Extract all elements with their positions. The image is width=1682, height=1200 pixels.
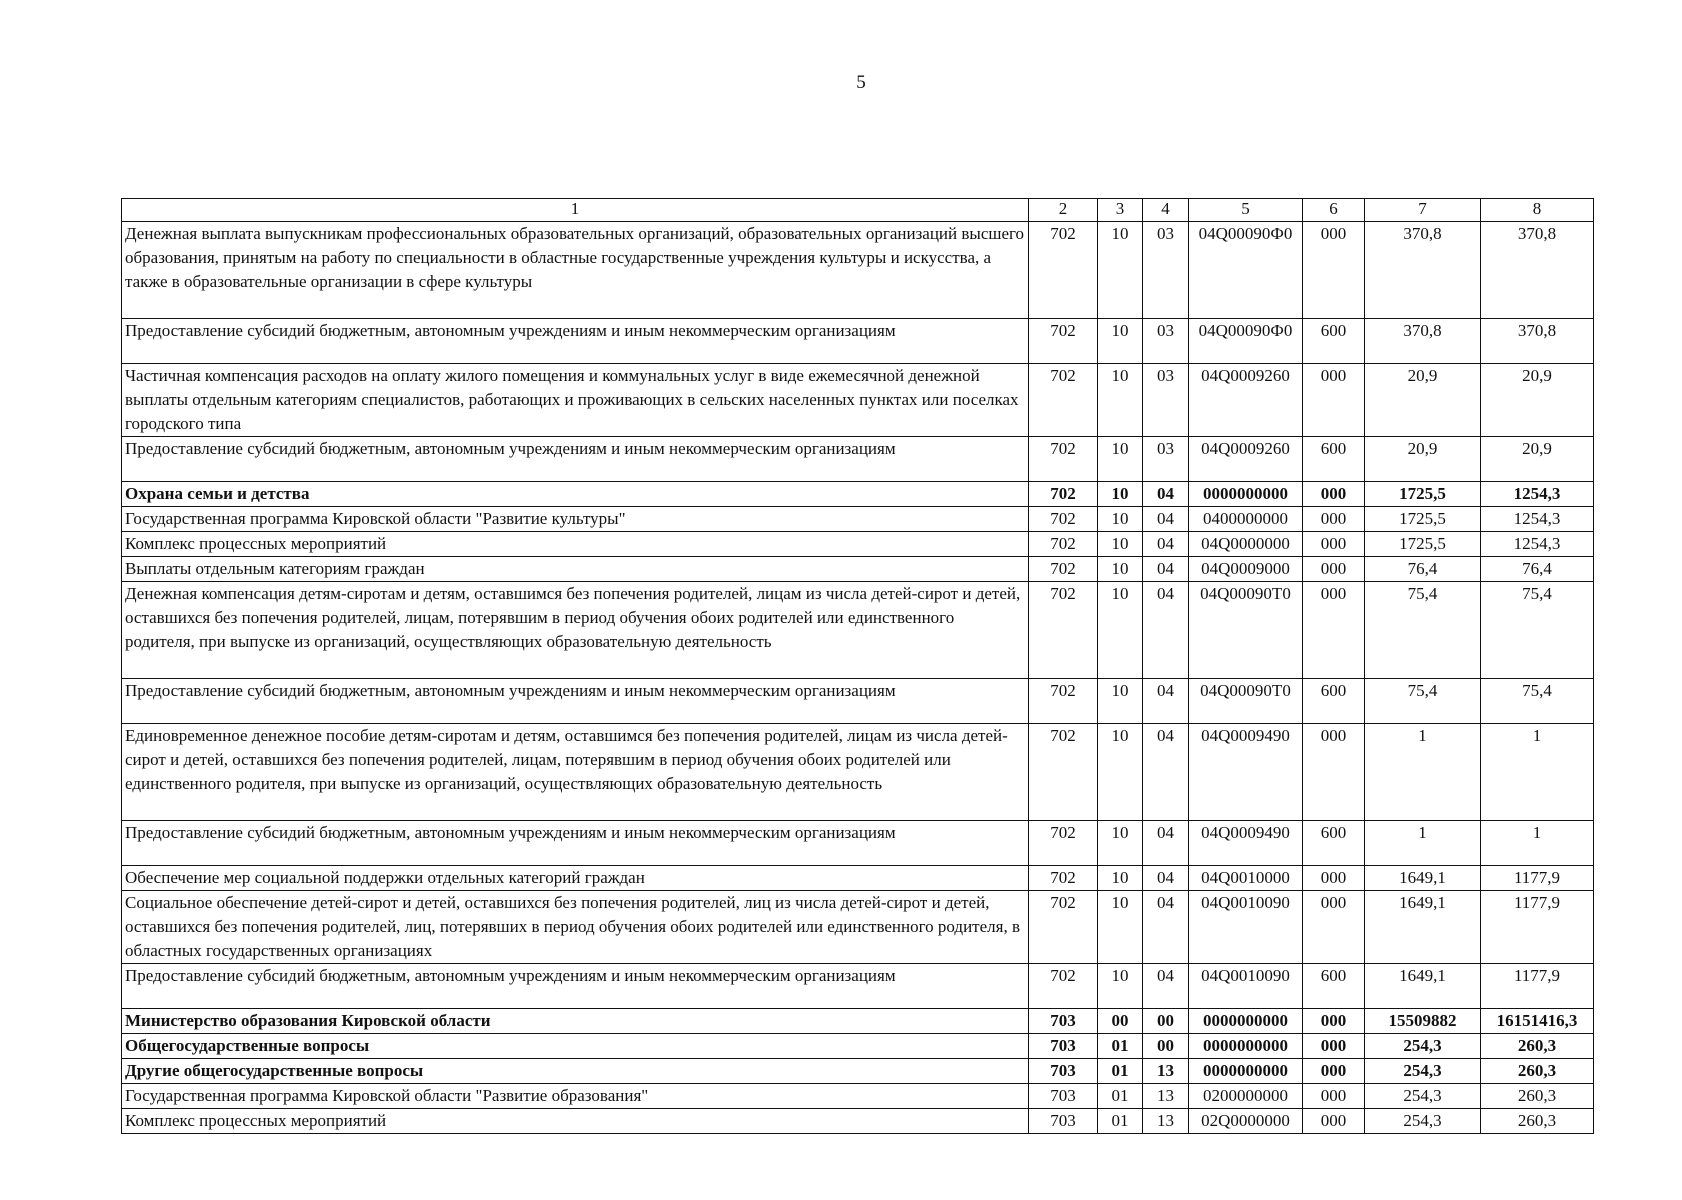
- row-target-article: 0000000000: [1189, 1059, 1303, 1084]
- row-expense-type: 600: [1303, 679, 1365, 724]
- table-row: [122, 582, 1594, 679]
- row-name: Денежная компенсация детям-сиротам и детям, оставшимся без попечения родителей, лицам из числа детей-сирот и детей, оставшихся без попечения родителей, лицам, потерявшим в период обучения обоих родителей или единственного родителя, при выпуске из организаций, осуществляющих образовательную деятельность: [122, 582, 1029, 679]
- row-expense-type: 600: [1303, 964, 1365, 1009]
- row-amount-year-2: 260,3: [1481, 1034, 1594, 1059]
- row-subsection-code: 04: [1143, 866, 1189, 891]
- row-subsection-code: 04: [1143, 532, 1189, 557]
- row-subsection-code: 04: [1143, 964, 1189, 1009]
- row-target-article: 0400000000: [1189, 507, 1303, 532]
- row-name: Другие общегосударственные вопросы: [122, 1059, 1029, 1084]
- row-target-article: 04Q0009260: [1189, 364, 1303, 437]
- row-amount-year-1: 1725,5: [1365, 482, 1481, 507]
- row-name: Комплекс процессных мероприятий: [122, 532, 1029, 557]
- row-section-code: 10: [1098, 582, 1143, 679]
- table-row: [122, 821, 1594, 866]
- row-subsection-code: 04: [1143, 482, 1189, 507]
- row-amount-year-2: 20,9: [1481, 437, 1594, 482]
- row-expense-type: 600: [1303, 319, 1365, 364]
- table-row: [122, 557, 1594, 582]
- row-subsection-code: 03: [1143, 437, 1189, 482]
- row-expense-type: 000: [1303, 557, 1365, 582]
- row-subsection-code: 03: [1143, 319, 1189, 364]
- row-section-code: 10: [1098, 222, 1143, 319]
- row-name: Социальное обеспечение детей-сирот и детей, оставшихся без попечения родителей, лиц из числа детей-сирот и детей, оставшихся без попечения родителей, лиц, потерявших в период обучения обоих родителей или единственного родителя, в областных государственных организациях: [122, 891, 1029, 964]
- row-target-article: 04Q00090Т0: [1189, 582, 1303, 679]
- row-ministry-code: 702: [1029, 724, 1098, 821]
- row-name: Министерство образования Кировской области: [122, 1009, 1029, 1034]
- row-amount-year-2: 260,3: [1481, 1109, 1594, 1134]
- row-amount-year-1: 1649,1: [1365, 964, 1481, 1009]
- row-amount-year-2: 260,3: [1481, 1059, 1594, 1084]
- row-target-article: 0000000000: [1189, 482, 1303, 507]
- table-row: [122, 1084, 1594, 1109]
- row-section-code: 10: [1098, 821, 1143, 866]
- header-col-2: 2: [1029, 199, 1098, 222]
- row-expense-type: 000: [1303, 222, 1365, 319]
- row-subsection-code: 04: [1143, 679, 1189, 724]
- row-ministry-code: 703: [1029, 1084, 1098, 1109]
- row-expense-type: 000: [1303, 364, 1365, 437]
- row-expense-type: 000: [1303, 1109, 1365, 1134]
- row-amount-year-1: 1: [1365, 724, 1481, 821]
- row-ministry-code: 702: [1029, 891, 1098, 964]
- row-subsection-code: 13: [1143, 1084, 1189, 1109]
- row-subsection-code: 04: [1143, 821, 1189, 866]
- row-subsection-code: 13: [1143, 1059, 1189, 1084]
- row-ministry-code: 702: [1029, 532, 1098, 557]
- row-target-article: 04Q0009490: [1189, 821, 1303, 866]
- row-subsection-code: 04: [1143, 582, 1189, 679]
- row-amount-year-1: 1725,5: [1365, 507, 1481, 532]
- row-amount-year-2: 1177,9: [1481, 891, 1594, 964]
- row-subsection-code: 04: [1143, 891, 1189, 964]
- row-amount-year-1: 254,3: [1365, 1109, 1481, 1134]
- row-amount-year-2: 260,3: [1481, 1084, 1594, 1109]
- row-amount-year-1: 1: [1365, 821, 1481, 866]
- row-expense-type: 000: [1303, 582, 1365, 679]
- row-ministry-code: 702: [1029, 582, 1098, 679]
- row-amount-year-1: 1649,1: [1365, 891, 1481, 964]
- row-target-article: 04Q0000000: [1189, 532, 1303, 557]
- header-col-7: 7: [1365, 199, 1481, 222]
- budget-table: [121, 198, 1594, 1134]
- row-amount-year-1: 76,4: [1365, 557, 1481, 582]
- row-subsection-code: 04: [1143, 557, 1189, 582]
- row-target-article: 02Q0000000: [1189, 1109, 1303, 1134]
- table-row: [122, 222, 1594, 319]
- row-subsection-code: 04: [1143, 724, 1189, 821]
- row-ministry-code: 702: [1029, 866, 1098, 891]
- table-row: [122, 1109, 1594, 1134]
- row-amount-year-1: 254,3: [1365, 1059, 1481, 1084]
- row-amount-year-2: 370,8: [1481, 222, 1594, 319]
- row-subsection-code: 03: [1143, 222, 1189, 319]
- row-subsection-code: 00: [1143, 1034, 1189, 1059]
- row-expense-type: 000: [1303, 532, 1365, 557]
- header-col-5: 5: [1189, 199, 1303, 222]
- table-row: [122, 364, 1594, 437]
- row-ministry-code: 702: [1029, 821, 1098, 866]
- row-ministry-code: 703: [1029, 1059, 1098, 1084]
- row-section-code: 10: [1098, 507, 1143, 532]
- row-name: Общегосударственные вопросы: [122, 1034, 1029, 1059]
- row-section-code: 10: [1098, 482, 1143, 507]
- table-row: [122, 532, 1594, 557]
- row-amount-year-2: 1177,9: [1481, 866, 1594, 891]
- row-expense-type: 000: [1303, 482, 1365, 507]
- table-row: [122, 1034, 1594, 1059]
- row-amount-year-2: 1254,3: [1481, 482, 1594, 507]
- row-ministry-code: 702: [1029, 557, 1098, 582]
- table-row: [122, 724, 1594, 821]
- row-section-code: 01: [1098, 1059, 1143, 1084]
- row-amount-year-1: 20,9: [1365, 437, 1481, 482]
- row-name: Единовременное денежное пособие детям-сиротам и детям, оставшимся без попечения родителей, лицам из числа детей-сирот и детей, оставшихся без попечения родителей, лицам, потерявшим в период обучения обоих родителей или единственного родителя, при выпуске из организаций, осуществляющих образовательную деятельность: [122, 724, 1029, 821]
- row-name: Предоставление субсидий бюджетным, автономным учреждениям и иным некоммерческим организациям: [122, 437, 1029, 482]
- row-name: Обеспечение мер социальной поддержки отдельных категорий граждан: [122, 866, 1029, 891]
- row-expense-type: 000: [1303, 1009, 1365, 1034]
- row-expense-type: 000: [1303, 507, 1365, 532]
- row-amount-year-1: 1725,5: [1365, 532, 1481, 557]
- table-row: [122, 891, 1594, 964]
- row-expense-type: 600: [1303, 437, 1365, 482]
- row-target-article: 04Q00090Т0: [1189, 679, 1303, 724]
- row-amount-year-1: 254,3: [1365, 1034, 1481, 1059]
- row-section-code: 01: [1098, 1034, 1143, 1059]
- row-section-code: 10: [1098, 319, 1143, 364]
- row-expense-type: 000: [1303, 891, 1365, 964]
- row-expense-type: 000: [1303, 1084, 1365, 1109]
- row-target-article: 0200000000: [1189, 1084, 1303, 1109]
- row-amount-year-1: 1649,1: [1365, 866, 1481, 891]
- row-section-code: 10: [1098, 891, 1143, 964]
- row-name: Комплекс процессных мероприятий: [122, 1109, 1029, 1134]
- table-row: [122, 964, 1594, 1009]
- row-amount-year-2: 75,4: [1481, 582, 1594, 679]
- row-section-code: 10: [1098, 557, 1143, 582]
- row-target-article: 04Q00090Ф0: [1189, 222, 1303, 319]
- row-name: Частичная компенсация расходов на оплату жилого помещения и коммунальных услуг в виде ежемесячной денежной выплаты отдельным категориям специалистов, работающих и проживающих в сельских населенных пунктах или поселках городского типа: [122, 364, 1029, 437]
- row-ministry-code: 702: [1029, 482, 1098, 507]
- row-section-code: 01: [1098, 1109, 1143, 1134]
- row-expense-type: 000: [1303, 1059, 1365, 1084]
- row-subsection-code: 04: [1143, 507, 1189, 532]
- row-ministry-code: 702: [1029, 222, 1098, 319]
- row-target-article: 0000000000: [1189, 1034, 1303, 1059]
- row-target-article: 04Q0009000: [1189, 557, 1303, 582]
- row-name: Охрана семьи и детства: [122, 482, 1029, 507]
- row-subsection-code: 13: [1143, 1109, 1189, 1134]
- row-amount-year-1: 75,4: [1365, 679, 1481, 724]
- row-subsection-code: 03: [1143, 364, 1189, 437]
- row-ministry-code: 702: [1029, 319, 1098, 364]
- row-section-code: 10: [1098, 437, 1143, 482]
- row-amount-year-2: 1: [1481, 724, 1594, 821]
- row-section-code: 10: [1098, 866, 1143, 891]
- row-name: Государственная программа Кировской области "Развитие образования": [122, 1084, 1029, 1109]
- row-ministry-code: 702: [1029, 964, 1098, 1009]
- row-name: Предоставление субсидий бюджетным, автономным учреждениям и иным некоммерческим организациям: [122, 964, 1029, 1009]
- row-name: Предоставление субсидий бюджетным, автономным учреждениям и иным некоммерческим организациям: [122, 679, 1029, 724]
- row-ministry-code: 703: [1029, 1034, 1098, 1059]
- row-section-code: 10: [1098, 532, 1143, 557]
- row-ministry-code: 703: [1029, 1009, 1098, 1034]
- row-section-code: 10: [1098, 364, 1143, 437]
- row-section-code: 10: [1098, 679, 1143, 724]
- row-amount-year-2: 16151416,3: [1481, 1009, 1594, 1034]
- row-amount-year-1: 15509882: [1365, 1009, 1481, 1034]
- row-amount-year-2: 1: [1481, 821, 1594, 866]
- row-amount-year-1: 75,4: [1365, 582, 1481, 679]
- row-amount-year-2: 76,4: [1481, 557, 1594, 582]
- page-number: 5: [856, 72, 866, 93]
- row-target-article: 04Q0010090: [1189, 891, 1303, 964]
- header-col-4: 4: [1143, 199, 1189, 222]
- row-name: Денежная выплата выпускникам профессиональных образовательных организаций, образовательных организаций высшего образования, принятым на работу по специальности в областные государственные учреждения культуры и искусства, а также в образовательные организации в сфере культуры: [122, 222, 1029, 319]
- row-ministry-code: 702: [1029, 364, 1098, 437]
- row-target-article: 04Q00090Ф0: [1189, 319, 1303, 364]
- row-amount-year-1: 370,8: [1365, 319, 1481, 364]
- table-row: [122, 482, 1594, 507]
- row-amount-year-2: 75,4: [1481, 679, 1594, 724]
- table-header-row: [122, 199, 1594, 222]
- row-amount-year-1: 20,9: [1365, 364, 1481, 437]
- table-row: [122, 679, 1594, 724]
- row-expense-type: 600: [1303, 821, 1365, 866]
- table-body: [122, 222, 1594, 1134]
- row-ministry-code: 703: [1029, 1109, 1098, 1134]
- row-target-article: 04Q0010000: [1189, 866, 1303, 891]
- table-row: [122, 1059, 1594, 1084]
- row-section-code: 10: [1098, 724, 1143, 821]
- row-expense-type: 000: [1303, 1034, 1365, 1059]
- row-section-code: 01: [1098, 1084, 1143, 1109]
- row-section-code: 10: [1098, 964, 1143, 1009]
- row-name: Выплаты отдельным категориям граждан: [122, 557, 1029, 582]
- row-amount-year-2: 1177,9: [1481, 964, 1594, 1009]
- row-amount-year-1: 370,8: [1365, 222, 1481, 319]
- table-row: [122, 437, 1594, 482]
- row-amount-year-2: 1254,3: [1481, 532, 1594, 557]
- header-col-3: 3: [1098, 199, 1143, 222]
- row-amount-year-2: 1254,3: [1481, 507, 1594, 532]
- table-row: [122, 866, 1594, 891]
- row-subsection-code: 00: [1143, 1009, 1189, 1034]
- row-expense-type: 000: [1303, 724, 1365, 821]
- row-ministry-code: 702: [1029, 437, 1098, 482]
- row-expense-type: 000: [1303, 866, 1365, 891]
- row-section-code: 00: [1098, 1009, 1143, 1034]
- header-col-1: 1: [122, 199, 1029, 222]
- row-name: Предоставление субсидий бюджетным, автономным учреждениям и иным некоммерческим организациям: [122, 821, 1029, 866]
- row-target-article: 04Q0010090: [1189, 964, 1303, 1009]
- row-target-article: 04Q0009260: [1189, 437, 1303, 482]
- header-col-8: 8: [1481, 199, 1594, 222]
- header-col-6: 6: [1303, 199, 1365, 222]
- row-amount-year-2: 20,9: [1481, 364, 1594, 437]
- table-row: [122, 319, 1594, 364]
- row-target-article: 04Q0009490: [1189, 724, 1303, 821]
- table-row: [122, 1009, 1594, 1034]
- row-target-article: 0000000000: [1189, 1009, 1303, 1034]
- row-amount-year-1: 254,3: [1365, 1084, 1481, 1109]
- row-ministry-code: 702: [1029, 507, 1098, 532]
- table-row: [122, 507, 1594, 532]
- row-name: Предоставление субсидий бюджетным, автономным учреждениям и иным некоммерческим организациям: [122, 319, 1029, 364]
- row-name: Государственная программа Кировской области "Развитие культуры": [122, 507, 1029, 532]
- row-amount-year-2: 370,8: [1481, 319, 1594, 364]
- row-ministry-code: 702: [1029, 679, 1098, 724]
